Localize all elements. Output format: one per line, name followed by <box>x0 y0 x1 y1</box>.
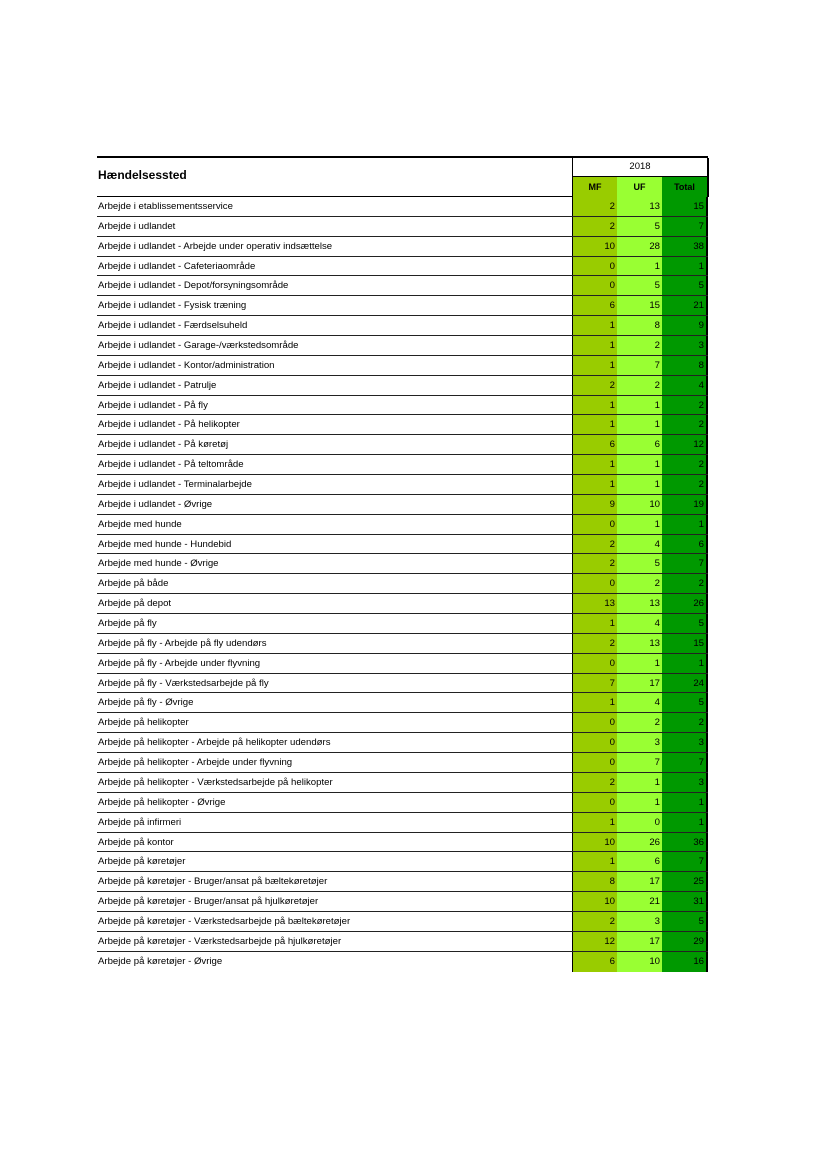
table-header <box>97 156 708 196</box>
cell-uf: 21 <box>617 892 662 911</box>
cell-mf: 2 <box>572 535 617 554</box>
table-row <box>97 276 708 296</box>
table-row <box>97 296 708 316</box>
table-row <box>97 257 708 277</box>
cell-mf: 6 <box>572 952 617 972</box>
table-row <box>97 356 708 376</box>
cell-total: 8 <box>662 356 708 375</box>
row-label: Arbejde på både <box>98 578 169 590</box>
table-row <box>97 634 708 654</box>
cell-mf: 0 <box>572 515 617 534</box>
cell-uf: 28 <box>617 237 662 256</box>
row-values <box>572 713 708 732</box>
row-label: Arbejde på helikopter - Øvrige <box>98 796 226 808</box>
cell-total: 29 <box>662 932 708 951</box>
cell-total: 2 <box>662 713 708 732</box>
column-header-total: Total <box>662 176 709 197</box>
row-label: Arbejde i udlandet - Kontor/administration <box>98 359 275 371</box>
row-values <box>572 376 708 395</box>
cell-mf: 1 <box>572 455 617 474</box>
cell-uf: 1 <box>617 455 662 474</box>
cell-total: 2 <box>662 574 708 593</box>
cell-mf: 2 <box>572 197 617 216</box>
cell-mf: 2 <box>572 376 617 395</box>
row-values <box>572 733 708 752</box>
table-row <box>97 654 708 674</box>
cell-mf: 2 <box>572 554 617 573</box>
table-row <box>97 336 708 356</box>
table-row <box>97 415 708 435</box>
row-label: Arbejde på helikopter - Arbejde under flyvning <box>98 757 293 769</box>
statistics-table <box>97 156 708 972</box>
table-row <box>97 316 708 336</box>
row-label: Arbejde i udlandet - På teltområde <box>98 459 244 471</box>
row-values <box>572 912 708 931</box>
cell-uf: 5 <box>617 554 662 573</box>
cell-uf: 6 <box>617 435 662 454</box>
cell-total: 4 <box>662 376 708 395</box>
cell-total: 2 <box>662 415 708 434</box>
cell-total: 2 <box>662 475 708 494</box>
row-label: Arbejde på helikopter <box>98 717 189 729</box>
cell-total: 5 <box>662 912 708 931</box>
table-row <box>97 574 708 594</box>
cell-total: 5 <box>662 693 708 712</box>
table-row <box>97 952 708 972</box>
row-label: Arbejde i udlandet - På helikopter <box>98 419 240 431</box>
cell-mf: 10 <box>572 833 617 852</box>
table-body <box>97 196 708 972</box>
row-values <box>572 257 708 276</box>
cell-uf: 1 <box>617 654 662 673</box>
cell-uf: 2 <box>617 336 662 355</box>
cell-total: 7 <box>662 753 708 772</box>
table-row <box>97 376 708 396</box>
cell-mf: 2 <box>572 773 617 792</box>
row-values <box>572 932 708 951</box>
row-values <box>572 773 708 792</box>
row-label: Arbejde på kontor <box>98 836 174 848</box>
cell-uf: 13 <box>617 197 662 216</box>
row-values <box>572 296 708 315</box>
cell-mf: 9 <box>572 495 617 514</box>
row-values <box>572 356 708 375</box>
row-values <box>572 793 708 812</box>
cell-uf: 4 <box>617 614 662 633</box>
table-row <box>97 813 708 833</box>
table-row <box>97 713 708 733</box>
cell-total: 26 <box>662 594 708 613</box>
cell-uf: 10 <box>617 495 662 514</box>
cell-mf: 1 <box>572 852 617 871</box>
table-row <box>97 872 708 892</box>
cell-uf: 1 <box>617 515 662 534</box>
cell-uf: 8 <box>617 316 662 335</box>
table-row <box>97 515 708 535</box>
cell-uf: 3 <box>617 912 662 931</box>
cell-total: 9 <box>662 316 708 335</box>
cell-uf: 13 <box>617 594 662 613</box>
cell-total: 36 <box>662 833 708 852</box>
cell-uf: 2 <box>617 376 662 395</box>
row-values <box>572 197 708 216</box>
row-label: Arbejde i udlandet - Fysisk træning <box>98 300 247 312</box>
column-headers <box>572 176 709 196</box>
row-label: Arbejde i udlandet - Færdselsuheld <box>98 320 248 332</box>
row-label: Arbejde i udlandet - Cafeteriaområde <box>98 260 256 272</box>
row-values <box>572 455 708 474</box>
row-values <box>572 574 708 593</box>
cell-total: 5 <box>662 276 708 295</box>
table-row <box>97 892 708 912</box>
table-row <box>97 495 708 515</box>
row-values <box>572 435 708 454</box>
row-values <box>572 554 708 573</box>
cell-total: 12 <box>662 435 708 454</box>
cell-mf: 0 <box>572 753 617 772</box>
row-label: Arbejde med hunde <box>98 518 182 530</box>
table-row <box>97 932 708 952</box>
table-row <box>97 237 708 257</box>
cell-mf: 0 <box>572 276 617 295</box>
row-label: Arbejde i udlandet - Garage-/værkstedsområde <box>98 340 299 352</box>
table-row <box>97 674 708 694</box>
cell-mf: 2 <box>572 634 617 653</box>
cell-mf: 12 <box>572 932 617 951</box>
row-label: Arbejde på fly <box>98 618 157 630</box>
cell-uf: 1 <box>617 475 662 494</box>
row-label: Arbejde på køretøjer - Værkstedsarbejde på bæltekøretøjer <box>98 915 351 927</box>
row-label: Arbejde på helikopter - Værkstedsarbejde på helikopter <box>98 776 333 788</box>
cell-total: 6 <box>662 535 708 554</box>
cell-total: 15 <box>662 634 708 653</box>
row-label: Arbejde i udlandet - Øvrige <box>98 498 213 510</box>
cell-mf: 2 <box>572 217 617 236</box>
cell-uf: 26 <box>617 833 662 852</box>
row-label: Arbejde på køretøjer - Øvrige <box>98 955 223 967</box>
cell-uf: 4 <box>617 693 662 712</box>
cell-uf: 2 <box>617 713 662 732</box>
row-label: Arbejde i udlandet - Arbejde under operativ indsættelse <box>98 240 333 252</box>
row-values <box>572 396 708 415</box>
cell-uf: 6 <box>617 852 662 871</box>
cell-total: 7 <box>662 217 708 236</box>
cell-total: 5 <box>662 614 708 633</box>
row-values <box>572 952 708 972</box>
cell-uf: 5 <box>617 217 662 236</box>
cell-total: 1 <box>662 793 708 812</box>
cell-uf: 1 <box>617 773 662 792</box>
row-values <box>572 336 708 355</box>
cell-mf: 10 <box>572 892 617 911</box>
row-values <box>572 872 708 891</box>
table-row <box>97 435 708 455</box>
cell-total: 2 <box>662 396 708 415</box>
cell-total: 15 <box>662 197 708 216</box>
cell-uf: 1 <box>617 257 662 276</box>
cell-uf: 10 <box>617 952 662 972</box>
row-label: Arbejde i udlandet - Terminalarbejde <box>98 479 252 491</box>
cell-mf: 1 <box>572 693 617 712</box>
cell-uf: 15 <box>617 296 662 315</box>
cell-mf: 6 <box>572 296 617 315</box>
row-label: Arbejde i udlandet - På køretøj <box>98 439 229 451</box>
table-title: Hændelsessted <box>98 168 187 182</box>
cell-uf: 4 <box>617 535 662 554</box>
cell-total: 7 <box>662 554 708 573</box>
cell-total: 21 <box>662 296 708 315</box>
table-row <box>97 852 708 872</box>
table-row <box>97 396 708 416</box>
row-values <box>572 833 708 852</box>
row-label: Arbejde på helikopter - Arbejde på helikopter udendørs <box>98 737 331 749</box>
cell-total: 1 <box>662 515 708 534</box>
cell-total: 2 <box>662 455 708 474</box>
cell-total: 16 <box>662 952 708 972</box>
row-values <box>572 813 708 832</box>
cell-mf: 13 <box>572 594 617 613</box>
cell-mf: 0 <box>572 654 617 673</box>
row-values <box>572 614 708 633</box>
cell-mf: 0 <box>572 574 617 593</box>
table-row <box>97 693 708 713</box>
row-values <box>572 415 708 434</box>
row-values <box>572 535 708 554</box>
cell-uf: 1 <box>617 396 662 415</box>
cell-mf: 0 <box>572 793 617 812</box>
row-values <box>572 316 708 335</box>
table-row <box>97 594 708 614</box>
row-values <box>572 237 708 256</box>
cell-total: 19 <box>662 495 708 514</box>
cell-mf: 1 <box>572 396 617 415</box>
cell-uf: 17 <box>617 674 662 693</box>
row-label: Arbejde i udlandet <box>98 220 176 232</box>
row-label: Arbejde på depot <box>98 598 172 610</box>
row-values <box>572 475 708 494</box>
table-row <box>97 614 708 634</box>
cell-uf: 17 <box>617 932 662 951</box>
row-values <box>572 892 708 911</box>
table-row <box>97 455 708 475</box>
cell-total: 3 <box>662 733 708 752</box>
column-header-mf: MF <box>572 176 617 197</box>
cell-uf: 13 <box>617 634 662 653</box>
row-label: Arbejde på fly - Arbejde på fly udendørs <box>98 637 267 649</box>
table-row <box>97 217 708 237</box>
cell-mf: 1 <box>572 356 617 375</box>
cell-uf: 3 <box>617 733 662 752</box>
cell-total: 24 <box>662 674 708 693</box>
row-label: Arbejde på fly - Arbejde under flyvning <box>98 657 261 669</box>
table-row <box>97 733 708 753</box>
cell-total: 1 <box>662 654 708 673</box>
row-label: Arbejde med hunde - Øvrige <box>98 558 219 570</box>
row-label: Arbejde på fly - Øvrige <box>98 697 194 709</box>
row-label: Arbejde på fly - Værkstedsarbejde på fly <box>98 677 269 689</box>
cell-total: 1 <box>662 257 708 276</box>
row-label: Arbejde på infirmeri <box>98 816 182 828</box>
cell-uf: 5 <box>617 276 662 295</box>
table-row <box>97 912 708 932</box>
cell-uf: 7 <box>617 753 662 772</box>
cell-mf: 10 <box>572 237 617 256</box>
row-label: Arbejde i udlandet - Depot/forsyningsområde <box>98 280 289 292</box>
row-values <box>572 217 708 236</box>
cell-uf: 7 <box>617 356 662 375</box>
table-row <box>97 197 708 217</box>
cell-mf: 7 <box>572 674 617 693</box>
row-values <box>572 654 708 673</box>
table-row <box>97 773 708 793</box>
row-label: Arbejde i udlandet - Patrulje <box>98 379 217 391</box>
cell-mf: 0 <box>572 713 617 732</box>
row-label: Arbejde på køretøjer - Værkstedsarbejde på hjulkøretøjer <box>98 935 342 947</box>
cell-mf: 8 <box>572 872 617 891</box>
cell-uf: 1 <box>617 415 662 434</box>
cell-uf: 17 <box>617 872 662 891</box>
cell-uf: 1 <box>617 793 662 812</box>
cell-total: 3 <box>662 773 708 792</box>
table-row <box>97 833 708 853</box>
cell-total: 25 <box>662 872 708 891</box>
row-values <box>572 634 708 653</box>
row-label: Arbejde i etablissementsservice <box>98 201 233 212</box>
cell-uf: 2 <box>617 574 662 593</box>
row-values <box>572 495 708 514</box>
cell-mf: 1 <box>572 316 617 335</box>
cell-mf: 2 <box>572 912 617 931</box>
cell-uf: 0 <box>617 813 662 832</box>
cell-total: 7 <box>662 852 708 871</box>
cell-mf: 1 <box>572 614 617 633</box>
row-values <box>572 693 708 712</box>
table-row <box>97 554 708 574</box>
cell-total: 1 <box>662 813 708 832</box>
cell-mf: 0 <box>572 257 617 276</box>
row-label: Arbejde med hunde - Hundebid <box>98 538 232 550</box>
cell-mf: 1 <box>572 813 617 832</box>
cell-mf: 1 <box>572 336 617 355</box>
row-values <box>572 515 708 534</box>
row-label: Arbejde på køretøjer - Bruger/ansat på hjulkøretøjer <box>98 896 319 908</box>
table-row <box>97 753 708 773</box>
row-label: Arbejde på køretøjer <box>98 856 186 868</box>
cell-mf: 0 <box>572 733 617 752</box>
column-header-uf: UF <box>617 176 662 197</box>
row-values <box>572 594 708 613</box>
cell-total: 3 <box>662 336 708 355</box>
row-values <box>572 753 708 772</box>
cell-total: 38 <box>662 237 708 256</box>
row-label: Arbejde i udlandet - På fly <box>98 399 208 411</box>
cell-mf: 1 <box>572 475 617 494</box>
year-header: 2018 <box>572 158 709 176</box>
cell-mf: 6 <box>572 435 617 454</box>
row-label: Arbejde på køretøjer - Bruger/ansat på bæltekøretøjer <box>98 876 328 888</box>
row-values <box>572 852 708 871</box>
row-values <box>572 674 708 693</box>
table-row <box>97 793 708 813</box>
table-row <box>97 475 708 495</box>
table-row <box>97 535 708 555</box>
cell-total: 31 <box>662 892 708 911</box>
cell-mf: 1 <box>572 415 617 434</box>
row-values <box>572 276 708 295</box>
